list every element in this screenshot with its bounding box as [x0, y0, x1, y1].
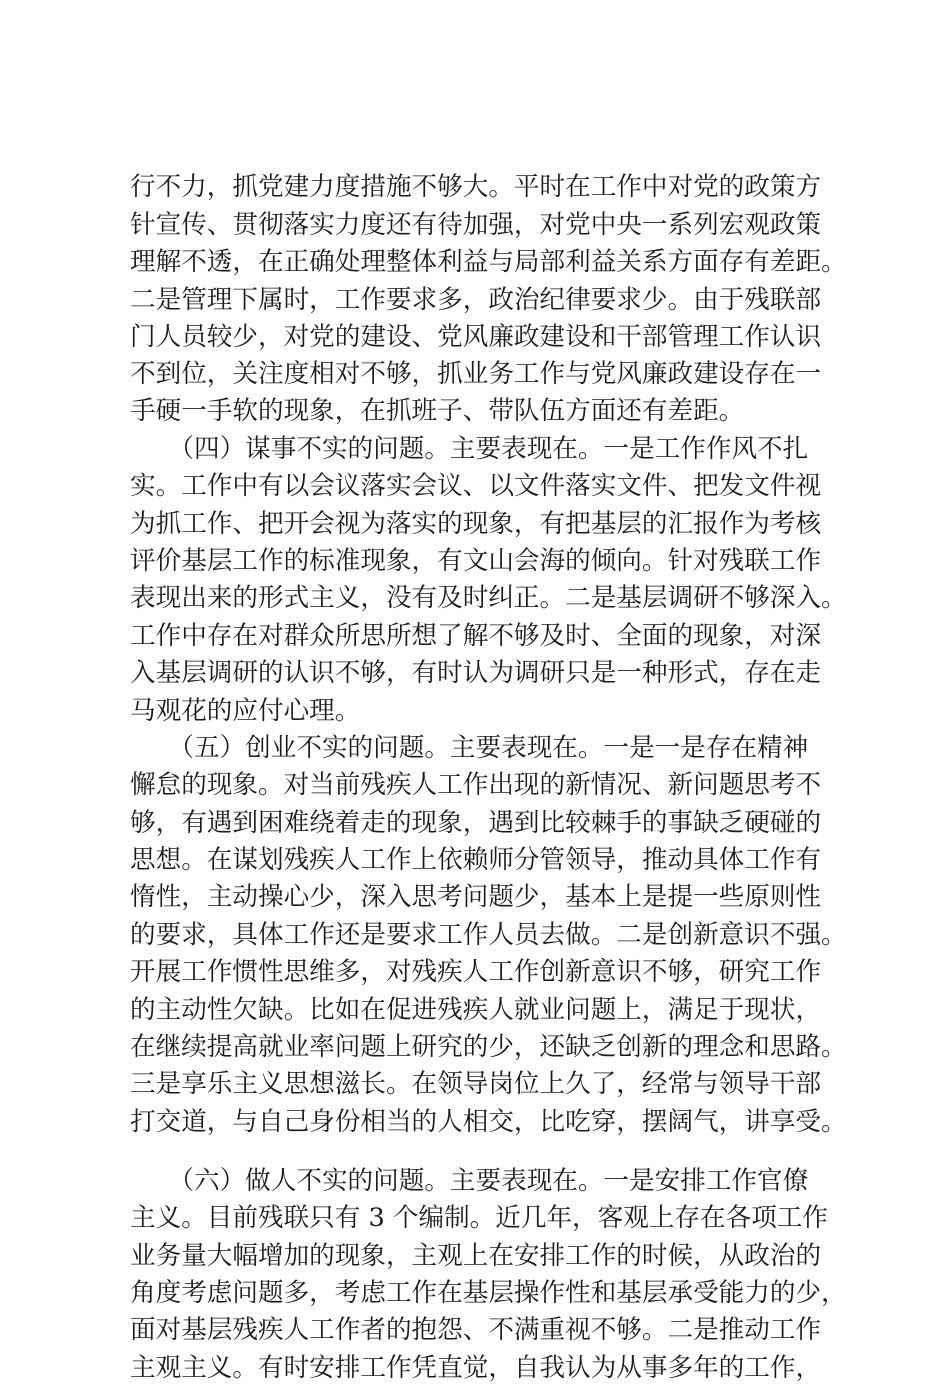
text-line: 表现出来的形式主义，没有及时纠正。二是基层调研不够深入。 [130, 583, 847, 613]
text-line: 二是管理下属时，工作要求多，政治纪律要求少。由于残联部 [130, 285, 822, 315]
text-line: 够，有遇到困难绕着走的现象，遇到比较棘手的事缺乏硬碰的 [130, 808, 822, 838]
text-line: 主义。目前残联只有 3 个编制。近几年，客观上存在各项工作 [130, 1203, 828, 1233]
text-line: 三是享乐主义思想滋长。在领导岗位上久了，经常与领导干部 [130, 1069, 822, 1099]
text-line: 开展工作惯性思维多，对残疾人工作创新意识不够，研究工作 [130, 957, 822, 987]
text-line: 角度考虑问题多，考虑工作在基层操作性和基层承受能力的少， [130, 1278, 847, 1308]
text-line: 不到位，关注度相对不够，抓业务工作与党风廉政建设存在一 [130, 359, 822, 389]
text-line: 为抓工作、把开会视为落实的现象，有把基层的汇报作为考核 [130, 509, 822, 539]
text-line: （四）谋事不实的问题。主要表现在。一是工作作风不扎 [130, 434, 809, 464]
text-line: 行不力，抓党建力度措施不够大。平时在工作中对党的政策方 [130, 172, 822, 202]
text-line: 惰性，主动操心少，深入思考问题少，基本上是提一些原则性 [130, 882, 822, 912]
text-line: 马观花的应付心理。 [130, 696, 361, 726]
text-line: 面对基层残疾人工作者的抱怨、不满重视不够。二是推动工作 [130, 1315, 822, 1345]
text-line: （五）创业不实的问题。主要表现在。一是一是存在精神 [130, 733, 809, 763]
text-line: （六）做人不实的问题。主要表现在。一是安排工作官僚 [130, 1166, 809, 1196]
text-line: 工作中存在对群众所思所想了解不够及时、全面的现象，对深 [130, 621, 822, 651]
text-line: 打交道，与自己身份相当的人相交，比吃穿，摆阔气，讲享受。 [130, 1107, 847, 1137]
text-line: 门人员较少，对党的建设、党风廉政建设和干部管理工作认识 [130, 322, 822, 352]
text-line: 实。工作中有以会议落实会议、以文件落实文件、把发文件视 [130, 471, 822, 501]
text-line: 的主动性欠缺。比如在促进残疾人就业问题上，满足于现状， [130, 995, 822, 1025]
text-line: 理解不透，在正确处理整体利益与局部利益关系方面存有差距。 [130, 247, 847, 277]
text-line: 手硬一手软的现象，在抓班子、带队伍方面还有差距。 [130, 396, 745, 426]
text-line: 懈怠的现象。对当前残疾人工作出现的新情况、新问题思考不 [130, 770, 822, 800]
text-line: 入基层调研的认识不够，有时认为调研只是一种形式，存在走 [130, 658, 822, 688]
text-line: 业务量大幅增加的现象，主观上在安排工作的时候，从政治的 [130, 1241, 822, 1271]
text-line: 评价基层工作的标准现象，有文山会海的倾向。针对残联工作 [130, 546, 822, 576]
text-line: 针宣传、贯彻落实力度还有待加强，对党中央一系列宏观政策 [130, 210, 822, 240]
text-line: 思想。在谋划残疾人工作上依赖师分管领导，推动具体工作有 [130, 845, 822, 875]
text-line: 的要求，具体工作还是要求工作人员去做。二是创新意识不强。 [130, 920, 847, 950]
text-line: 在继续提高就业率问题上研究的少，还缺乏创新的理念和思路。 [130, 1032, 847, 1062]
text-line: 主观主义。有时安排工作凭直觉，自我认为从事多年的工作， [130, 1353, 822, 1383]
